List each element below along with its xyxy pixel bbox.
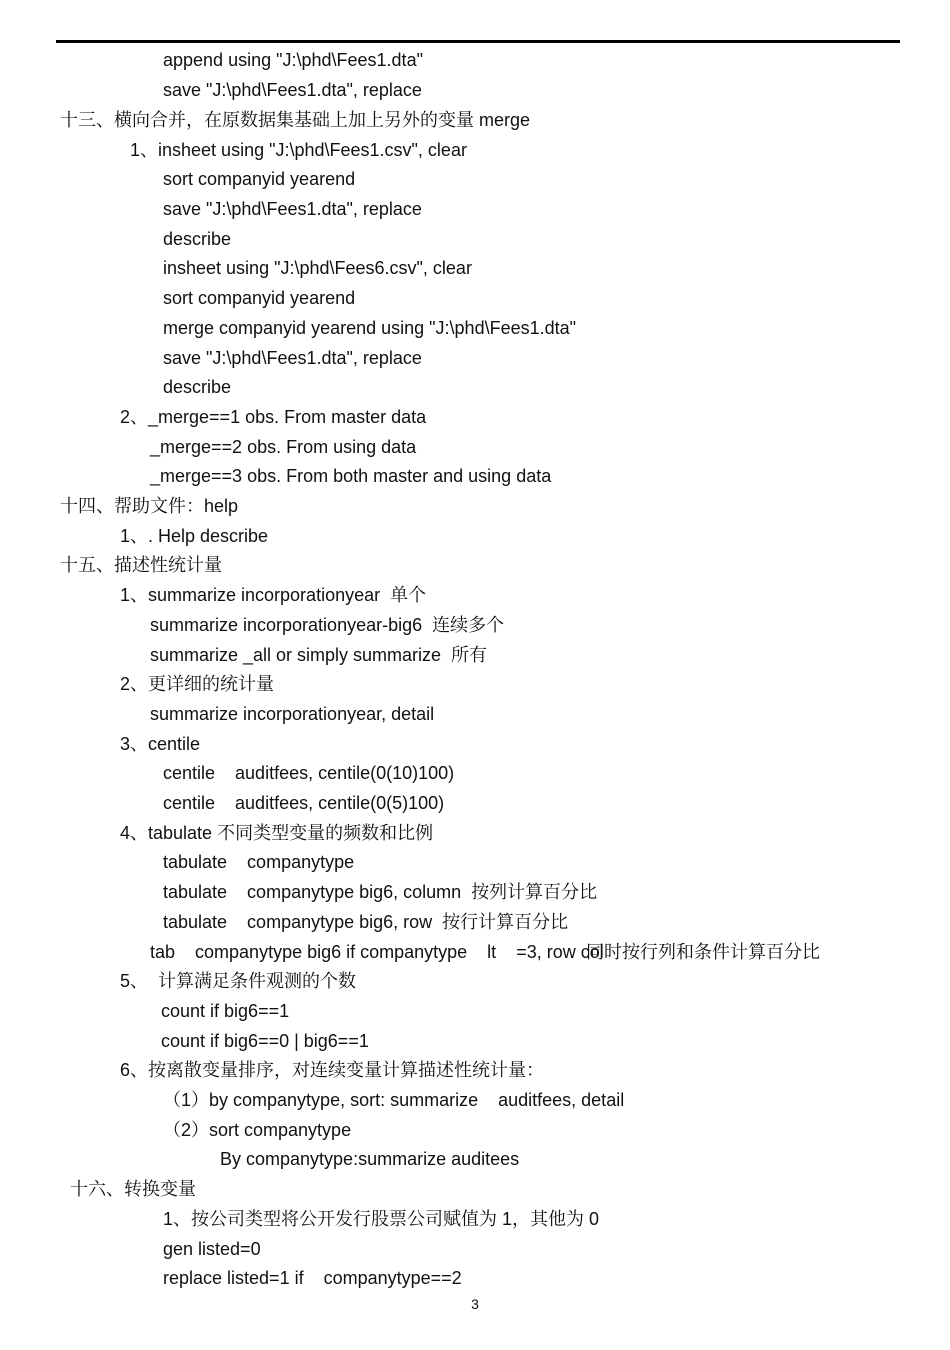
section-heading: 十六、转换变量 bbox=[70, 1179, 196, 1199]
page-number: 3 bbox=[471, 1296, 479, 1312]
text-line: （1）by companytype, sort: summarize auditfees, detail bbox=[163, 1090, 625, 1110]
text-line: _merge==3 obs. From both master and using data bbox=[150, 466, 552, 486]
text-line: By companytype:summarize auditees bbox=[220, 1149, 520, 1169]
text-line: describe bbox=[163, 229, 232, 249]
text-line: summarize incorporationyear, detail bbox=[150, 704, 435, 724]
text-line-overlap: 同时按行列和条件计算百分比 bbox=[586, 942, 820, 962]
text-line: gen listed=0 bbox=[163, 1239, 261, 1259]
text-line: insheet using "J:\phd\Fees6.csv", clear bbox=[163, 258, 472, 278]
text-line: tab companytype big6 if companytype lt =3, row col bbox=[150, 942, 604, 962]
text-line: 6、按离散变量排序，对连续变量计算描述性统计量： bbox=[120, 1060, 545, 1080]
text-line: tabulate companytype big6, row 按行计算百分比 bbox=[163, 912, 569, 932]
text-line: 1、按公司类型将公开发行股票公司赋值为 1，其他为 0 bbox=[163, 1209, 600, 1229]
section-heading: 十三、横向合并，在原数据集基础上加上另外的变量 merge bbox=[60, 110, 531, 130]
text-line: count if big6==1 bbox=[161, 1001, 290, 1021]
text-line: 2、更详细的统计量 bbox=[120, 674, 275, 694]
text-line: 4、tabulate 不同类型变量的频数和比例 bbox=[120, 823, 434, 843]
text-line: tabulate companytype big6, column 按列计算百分比 bbox=[163, 882, 598, 902]
text-line: summarize incorporationyear-big6 连续多个 bbox=[150, 615, 505, 635]
text-line: sort companyid yearend bbox=[163, 169, 356, 189]
text-line: describe bbox=[163, 377, 232, 397]
text-line: sort companyid yearend bbox=[163, 288, 356, 308]
text-line: 2、_merge==1 obs. From master data bbox=[120, 407, 427, 427]
text-line: centile auditfees, centile(0(10)100) bbox=[163, 763, 455, 783]
text-line: 1、summarize incorporationyear 单个 bbox=[120, 585, 427, 605]
text-line: tabulate companytype bbox=[163, 852, 355, 872]
text-line: save "J:\phd\Fees1.dta", replace bbox=[163, 199, 422, 219]
header-rule bbox=[56, 40, 900, 43]
section-heading: 十五、描述性统计量 bbox=[60, 555, 222, 575]
text-line: （2）sort companytype bbox=[163, 1120, 352, 1140]
text-line: 1、insheet using "J:\phd\Fees1.csv", clear bbox=[130, 140, 467, 160]
text-line: count if big6==0 | big6==1 bbox=[161, 1031, 369, 1051]
text-line: save "J:\phd\Fees1.dta", replace bbox=[163, 80, 422, 100]
text-line: append using "J:\phd\Fees1.dta" bbox=[163, 50, 423, 70]
text-line: replace listed=1 if companytype==2 bbox=[163, 1268, 462, 1288]
section-heading: 十四、帮助文件：help bbox=[60, 496, 239, 516]
text-line: _merge==2 obs. From using data bbox=[150, 437, 417, 457]
text-line: summarize _all or simply summarize 所有 bbox=[150, 645, 488, 665]
text-line: 3、centile bbox=[120, 734, 201, 754]
text-line: centile auditfees, centile(0(5)100) bbox=[163, 793, 445, 813]
text-line: 5、 计算满足条件观测的个数 bbox=[120, 971, 357, 991]
text-line: merge companyid yearend using "J:\phd\Fees1.dta" bbox=[163, 318, 577, 338]
text-line: 1、. Help describe bbox=[120, 526, 269, 546]
text-line: save "J:\phd\Fees1.dta", replace bbox=[163, 348, 422, 368]
